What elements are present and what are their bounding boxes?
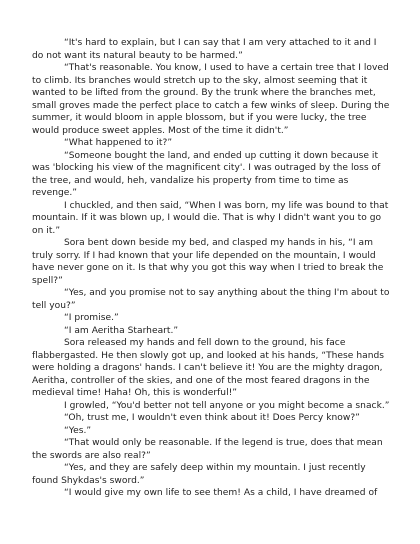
paragraph: “It's hard to explain, but I can say that I am very attached to it and I do not want its natural beauty to be harmed.” [32, 38, 377, 61]
paragraph: Sora bent down beside my bed, and clasped my hands in his, “I am truly sorry. If I had known that your life depended on the mountain, I would have never gone on it. Is that why you got this way when I tried to break the spell?” [32, 238, 384, 286]
paragraph: “That's reasonable. You know, I used to have a certain tree that I loved to climb. Its branches would stretch up to the sky, almost seeming that it wanted to be lifted from the ground. By the trunk where the branches met, small groves made the perfect place to catch a few winks of sleep. During the summer, it would bloom in apple blossom, but if you were lucky, the tree would produce sweet apples. Most of the time it didn't.” [32, 63, 390, 136]
paragraph: “That would only be reasonable. If the legend is true, does that mean the swords are also real?” [32, 438, 383, 461]
paragraph: “I would give my own life to see them! As a child, I have dreamed of [64, 488, 378, 498]
paragraph: “Someone bought the land, and ended up cutting it down because it was 'blocking his view of the magnificent city'. I was outraged by the loss of the tree, and would, heh, vandalize his property from time to time as revenge.” [32, 150, 381, 198]
paragraph: Sora released my hands and fell down to the ground, his face flabbergasted. He then slowly got up, and looked at his hands, “These hands were holding a dragons' hands. I can't believe it! You are the mighty dragon, Aeritha, controller of the skies, and one of the most feared dragons in the medieval time! Haha! Oh, this is wonderful!” [32, 338, 385, 398]
paragraph: I growled, “You'd better not tell anyone or you might become a snack.” [64, 400, 390, 411]
paragraph: “Yes, and you promise not to say anything about the thing I'm about to tell you?” [32, 288, 390, 311]
paragraph: “I promise.” [64, 313, 119, 323]
paragraph: “Yes, and they are safely deep within my mountain. I just recently found Shykdas's sword.” [32, 463, 366, 486]
paragraph: “I am Aeritha Starheart.” [64, 325, 179, 336]
paragraph: “What happened to it?” [64, 138, 173, 148]
paragraph: “Oh, trust me, I wouldn't even think about it! Does Percy know?” [64, 413, 360, 423]
paragraph: I chuckled, and then said, “When I was born, my life was bound to that mountain. If it was blown up, I would die. That is why I didn't want you to go on it.” [32, 200, 389, 236]
paragraph: “Yes.” [64, 425, 92, 436]
